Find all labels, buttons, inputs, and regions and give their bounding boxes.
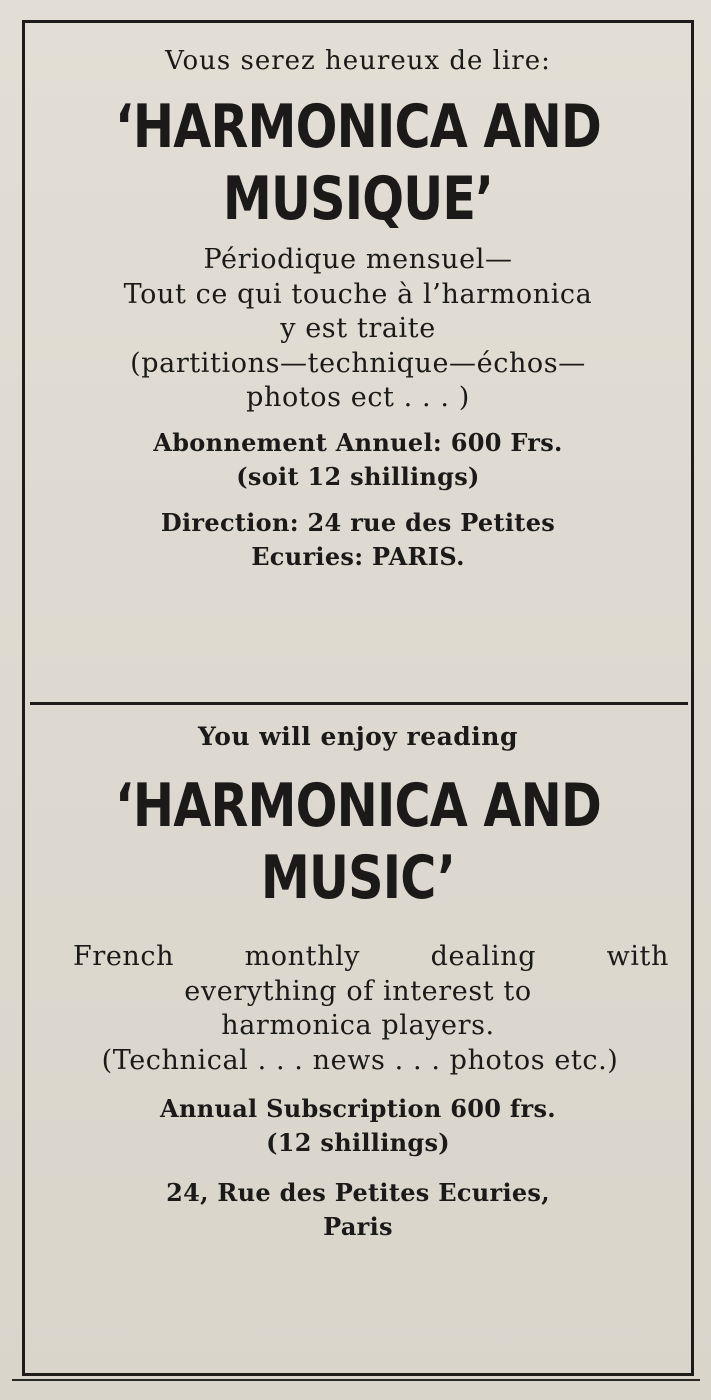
english-headline-line-1: ‘HARMONICA AND bbox=[114, 771, 602, 841]
english-description-line: (Technical . . . news . . . photos etc.) bbox=[101, 1044, 619, 1076]
english-address bbox=[25, 1176, 691, 1244]
french-advertisement bbox=[25, 46, 691, 698]
english-subscription-price: Annual Subscription 600 frs. bbox=[160, 1094, 556, 1124]
french-headline-line-2: MUSIQUE’ bbox=[222, 164, 494, 235]
english-headline-line-2: MUSIC’ bbox=[260, 843, 456, 913]
french-subscription bbox=[25, 426, 691, 494]
french-subscription-price: Abonnement Annuel: 600 Frs. bbox=[153, 427, 563, 457]
english-address-line-1: 24, Rue des Petites Ecuries, bbox=[166, 1178, 550, 1208]
french-subscription-shillings: (soit 12 shillings) bbox=[236, 462, 480, 491]
french-description-line: photos ect . . . ) bbox=[246, 382, 470, 414]
french-headline-line-1: ‘HARMONICA AND bbox=[114, 92, 602, 163]
french-description-line: y est traite bbox=[280, 313, 436, 345]
english-headline bbox=[85, 770, 631, 914]
french-headline bbox=[85, 91, 631, 235]
french-description-line: Tout ce qui touche à l’harmonica bbox=[123, 278, 593, 310]
french-description-line: (partitions—technique—échos— bbox=[130, 347, 586, 379]
bottom-rule bbox=[12, 1379, 700, 1381]
english-description-line: French monthly dealing with bbox=[73, 941, 669, 972]
english-description-line: harmonica players. bbox=[221, 1010, 495, 1042]
english-subscription bbox=[25, 1092, 691, 1160]
french-address-line-1: Direction: 24 rue des Petites bbox=[160, 508, 556, 538]
french-intro: Vous serez heureux de lire: bbox=[165, 46, 551, 76]
french-address bbox=[25, 506, 691, 574]
english-description bbox=[25, 940, 691, 1078]
french-description-line: Périodique mensuel— bbox=[203, 244, 513, 276]
english-description-line: everything of interest to bbox=[184, 975, 532, 1007]
french-description bbox=[25, 243, 691, 416]
ad-divider bbox=[30, 702, 688, 705]
french-address-line-2: Ecuries: PARIS. bbox=[251, 542, 465, 572]
english-subscription-shillings: (12 shillings) bbox=[266, 1128, 450, 1158]
english-address-line-2: Paris bbox=[323, 1212, 393, 1242]
english-intro: You will enjoy reading bbox=[198, 722, 518, 751]
english-advertisement bbox=[25, 722, 691, 1372]
